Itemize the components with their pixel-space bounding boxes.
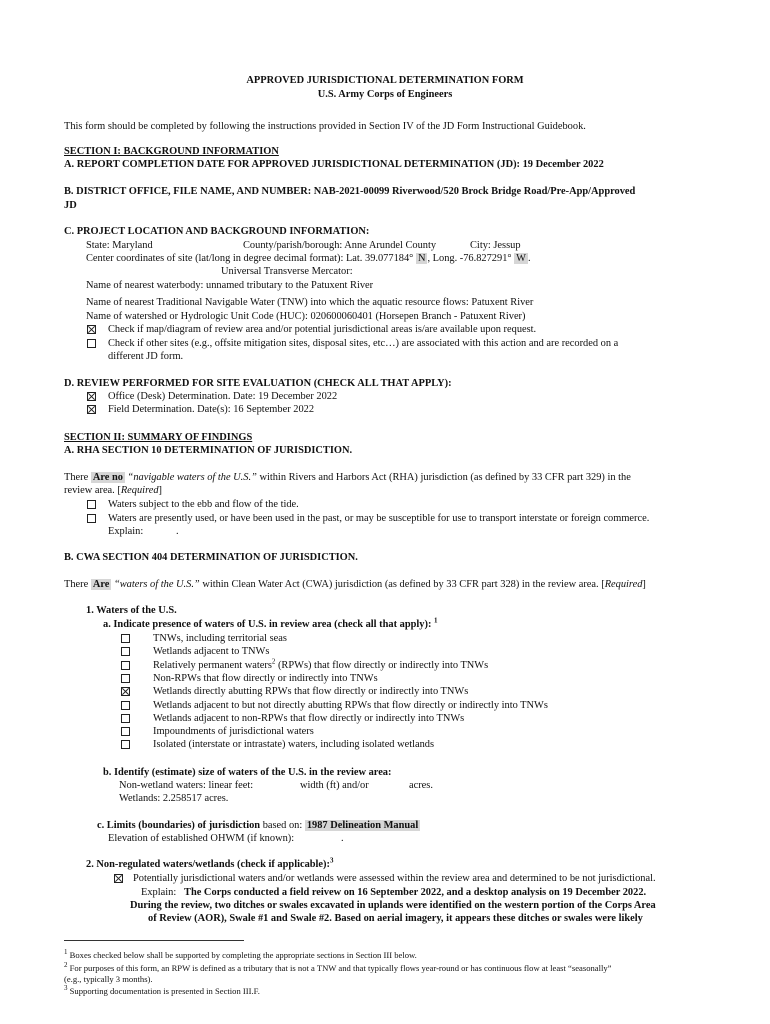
checkbox-map-available[interactable]	[87, 325, 96, 334]
waters-checkbox[interactable]	[121, 674, 130, 683]
waters-item-label: Wetlands directly abutting RPWs that flow directly or indirectly into TNWs	[153, 686, 469, 698]
center-coordinates: Center coordinates of site (lat/long in degree decimal format): Lat. 39.077184° N , Long. -76.827291° W .	[86, 253, 531, 264]
delineation-manual: 1987 Delineation Manual	[306, 820, 419, 831]
check-map-label: Check if map/diagram of review area and/or potential jurisdictional areas is/are available upon request.	[108, 324, 537, 335]
non-regulated-heading: 2. Non-regulated waters/wetlands (check if applicable):$^3$	[86, 856, 334, 870]
watershed-huc: Name of watershed or Hydrologic Unit Code (HUC): 020600060401 (Horsepen Branch - Patuxent River)	[86, 311, 526, 322]
review-performed-heading: D. REVIEW PERFORMED FOR SITE EVALUATION (CHECK ALL THAT APPLY):	[64, 378, 452, 389]
waters-item-label: Isolated (interstate or intrastate) waters, including isolated wetlands	[153, 739, 435, 751]
ohwm-elevation: Elevation of established OHWM (if known):	[108, 833, 295, 844]
wetlands-acres: Wetlands: 2.258517 acres.	[119, 793, 229, 804]
checkbox-office-determination[interactable]	[87, 392, 96, 401]
county: County/parish/borough: Anne Arundel County	[243, 240, 437, 251]
waters-item-label: Wetlands adjacent to TNWs	[153, 646, 270, 658]
check-other-label-1: Check if other sites (e.g., offsite mitigation sites, disposal sites, etc…) are associated with this action and are recorded on a	[108, 338, 619, 349]
section-1-heading: SECTION I: BACKGROUND INFORMATION	[64, 146, 279, 157]
waters-checkbox[interactable]	[121, 647, 130, 656]
waters-item-label: Non-RPWs that flow directly or indirectly into TNWs	[153, 672, 378, 684]
footnote-1: $^1$ Boxes checked below shall be supported by completing the appropriate sections in Section III below.	[64, 948, 417, 960]
non-jurisdictional-explain-2: During the review, two ditches or swales excavated in uplands were identified on the western portion of the Corps Area	[130, 900, 656, 911]
waters-checkbox[interactable]	[121, 740, 130, 749]
waters-checkbox[interactable]	[121, 634, 130, 643]
waters-item-label: Wetlands adjacent to but not directly abutting RPWs that flow directly or indirectly into TNWs	[153, 699, 548, 711]
ohwm-end: .	[341, 833, 344, 844]
cwa-selection: Are	[92, 579, 110, 590]
waters-item-label: Impoundments of jurisdictional waters	[153, 726, 314, 738]
footnote-2: $^2$ For purposes of this form, an RPW is defined as a tributary that is not a TNW and that typically flows year-round or has continuous flow at least “seasonally”	[64, 961, 612, 973]
waters-item-label: Relatively permanent waters$^2$ (RPWs) that flow directly or indirectly into TNWs	[153, 657, 489, 671]
waters-checkbox[interactable]	[121, 727, 130, 736]
checkbox-other-sites[interactable]	[87, 339, 96, 348]
rha-statement-line2: review area. [Required]	[64, 485, 162, 496]
check-other-label-2: different JD form.	[108, 351, 184, 362]
state: State: Maryland	[86, 240, 153, 251]
waters-checkbox[interactable]	[121, 687, 130, 696]
footnote-2-cont: (e.g., typically 3 months).	[64, 974, 153, 984]
cwa-statement: There Are “waters of the U.S.” within Clean Water Act (CWA) jurisdiction (as defined by 33 CFR part 328) in the review area. [Required]	[64, 579, 646, 590]
waters-checkbox[interactable]	[121, 661, 130, 670]
nonwetland-label: Non-wetland waters: linear feet:	[119, 780, 254, 791]
nearest-tnw: Name of nearest Traditional Navigable Water (TNW) into which the aquatic resource flows: Patuxent River	[86, 297, 534, 308]
footnote-divider	[64, 940, 244, 941]
report-completion-date: A. REPORT COMPLETION DATE FOR APPROVED JURISDICTIONAL DETERMINATION (JD): 19 December 2022	[64, 159, 604, 170]
lat-direction: N	[417, 253, 426, 264]
office-determination: Office (Desk) Determination. Date: 19 December 2022	[108, 391, 338, 402]
nonwetland-acres: acres.	[409, 780, 433, 791]
indicate-presence-heading: a. Indicate presence of waters of U.S. in review area (check all that apply): $^1$	[103, 616, 438, 630]
rha-statement: There Are no “navigable waters of the U.S.” within Rivers and Harbors Act (RHA) jurisdiction (as defined by 33 CFR part 329) in the	[64, 472, 631, 483]
checkbox-field-determination[interactable]	[87, 405, 96, 414]
field-determination: Field Determination. Date(s): 16 September 2022	[108, 404, 315, 415]
checkbox-ebb-flow[interactable]	[87, 500, 96, 509]
waters-item-label: TNWs, including territorial seas	[153, 633, 287, 644]
waters-checkbox[interactable]	[121, 714, 130, 723]
non-jurisdictional-explain-1: Explain: The Corps conducted a field reivew on 16 September 2022, and a desktop analysis on 19 December 2022.	[141, 887, 647, 898]
checkbox-commerce[interactable]	[87, 514, 96, 523]
section-2-heading: SECTION II: SUMMARY OF FINDINGS	[64, 432, 253, 443]
footnote-3: $^3$ Supporting documentation is presented in Section III.F.	[64, 984, 260, 996]
size-heading: b. Identify (estimate) size of waters of the U.S. in the review area:	[103, 767, 392, 778]
rha-explain-label: Explain:	[108, 526, 144, 537]
waters-item-label: Wetlands adjacent to non-RPWs that flow directly or indirectly into TNWs	[153, 712, 465, 724]
non-jurisdictional-label: Potentially jurisdictional waters and/or wetlands were assessed within the review area and determined to be not jurisdictional.	[133, 873, 656, 884]
district-office-line1: B. DISTRICT OFFICE, FILE NAME, AND NUMBER: NAB-2021-00099 Riverwood/520 Brock Bridge Road/Pre-App/Approved	[64, 186, 636, 197]
rha-selection: Are no	[92, 472, 123, 483]
waters-us-heading: 1. Waters of the U.S.	[86, 605, 177, 616]
intro-text: This form should be completed by following the instructions provided in Section IV of the JD Form Instructional Guidebook.	[64, 121, 586, 132]
city: City: Jessup	[470, 240, 521, 251]
cwa-heading: B. CWA SECTION 404 DETERMINATION OF JURISDICTION.	[64, 552, 358, 563]
checkbox-non-jurisdictional[interactable]	[114, 874, 123, 883]
nearest-waterbody: Name of nearest waterbody: unnamed tributary to the Patuxent River	[86, 280, 374, 291]
long-direction: W	[516, 253, 526, 264]
nonwetland-width: width (ft) and/or	[300, 780, 369, 791]
form-title: APPROVED JURISDICTIONAL DETERMINATION FORM	[246, 75, 524, 86]
rha-explain-end: .	[176, 526, 179, 537]
ebb-flow-label: Waters subject to the ebb and flow of the tide.	[108, 499, 299, 510]
waters-checkbox[interactable]	[121, 701, 130, 710]
project-location-heading: C. PROJECT LOCATION AND BACKGROUND INFORMATION:	[64, 226, 370, 237]
form-subtitle: U.S. Army Corps of Engineers	[317, 89, 453, 100]
utm: Universal Transverse Mercator:	[221, 266, 353, 277]
limits-jurisdiction: c. Limits (boundaries) of jurisdiction based on: 1987 Delineation Manual	[97, 820, 419, 831]
commerce-label: Waters are presently used, or have been used in the past, or may be susceptible for use to transport interstate or foreign commerce.	[108, 513, 650, 524]
non-jurisdictional-explain-3: of Review (AOR), Swale #1 and Swale #2. Based on aerial imagery, it appears these ditches or swales were likely	[148, 913, 643, 924]
rha-heading: A. RHA SECTION 10 DETERMINATION OF JURISDICTION.	[64, 445, 353, 456]
district-office-line2: JD	[64, 200, 77, 211]
